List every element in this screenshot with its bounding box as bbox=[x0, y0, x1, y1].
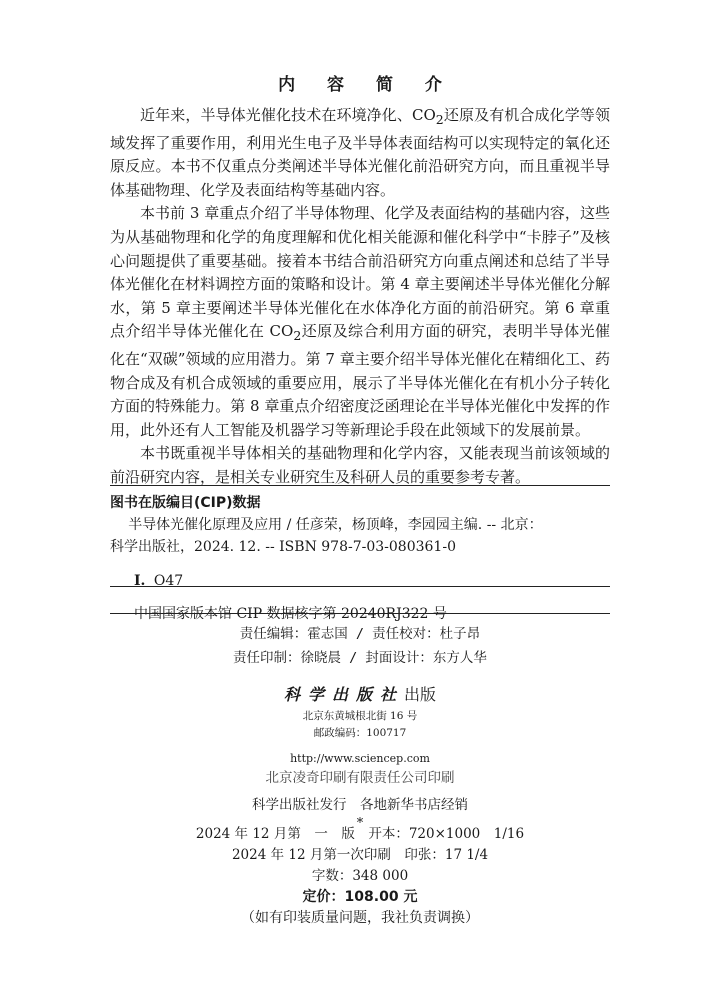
synopsis-paragraph-1: 近年来，半导体光催化技术在环境净化、$CO_2$还原及有机合成化学等领域发挥了重要作用，利用光生电子及半导体表面结构可以实现特定的氧化还原反应。本书不仅重点分类阐述半导体光催化前沿研究方向，而且重视半导体基础物理、化学及表面结构等基础内容。 bbox=[110, 106, 610, 199]
divider-bottom bbox=[110, 613, 610, 614]
spec-row-printing: 2024 年 12 月第一次印刷 印张：17 1/4 bbox=[231, 847, 489, 863]
publisher-line: 科学出版社出版 bbox=[283, 685, 437, 704]
publisher-address: 北京东黄城根北街 16 号 bbox=[302, 710, 418, 722]
spec-word-count: 字数：348 000 bbox=[311, 868, 409, 884]
cip-record-line-1: 半导体光催化原理及应用 / 任彦荣，杨顶峰，李园园主编. -- 北京： bbox=[128, 517, 543, 533]
cip-classification: Ⅰ. O47 bbox=[134, 573, 184, 589]
price-label: 定价：108.00 元 bbox=[302, 889, 418, 905]
publisher-logo-text: 科学出版社 bbox=[283, 685, 404, 704]
editor-credits-line-2: 责任印制：徐晓晨 / 封面设计：东方人华 bbox=[233, 650, 487, 666]
spec-row-edition: 2024 年 12 月第 一 版 开本：720×1000 1/16 bbox=[195, 826, 525, 842]
distribution-line: 科学出版社发行 各地新华书店经销 bbox=[252, 797, 468, 813]
editor-credits-line-1: 责任编辑：霍志国 / 责任校对：杜子昂 bbox=[239, 626, 481, 642]
synopsis-paragraph-2: 本书前 3 章重点介绍了半导体物理、化学及表面结构的基础内容，这些为从基础物理和化学的角度理解和优化相关能源和催化科学中“卡脖子”及核心问题提供了重要基础。接着本书结合前沿研究方向重点阐述和总结了半导体光催化在材料调控方面的策略和设计。第 4 章主要阐述半导体光催化分解水，第 5 章主要阐述半导体光催化在水体净化方面的前沿研究。第 6 章重点介绍半导体光催化在 $CO_2$还原及综合利用方面的研究，表明半导体光催化在“双碳”领域的应用潜力。第 7 章主要介绍半导体光催化在精细化工、药物合成及有机合成领域的重要应用，展示了半导体光催化在有机小分子转化方面的特殊能力。第 8 章重点介绍密度泛函理论在半导体光催化中发挥的作用，此外还有人工智能及机器学习等新理论手段在此领域下的发展前景。 bbox=[110, 204, 610, 439]
imprint-block bbox=[0, 682, 720, 832]
printer-line: 北京凌奇印刷有限责任公司印刷 bbox=[265, 770, 455, 786]
publisher-postcode: 邮政编码：100717 bbox=[313, 727, 407, 739]
cip-record-line-2: 科学出版社，2024. 12. -- ISBN 978-7-03-080361-0 bbox=[110, 539, 456, 555]
divider-top bbox=[110, 485, 610, 486]
publisher-url: http://www.sciencep.com bbox=[290, 752, 430, 765]
cip-data-block bbox=[110, 492, 610, 625]
separator-star: * bbox=[356, 816, 364, 831]
quality-notice: （如有印装质量问题，我社负责调换） bbox=[241, 910, 479, 926]
page-title: 内 容 简 介 bbox=[278, 75, 455, 95]
synopsis bbox=[110, 104, 610, 490]
cip-heading: 图书在版编目(CIP)数据 bbox=[110, 495, 261, 511]
cip-approval-number: 中国国家版本馆 CIP 数据核字第 20240RJ322 号 bbox=[134, 606, 447, 622]
synopsis-paragraph-3: 本书既重视半导体相关的基础物理和化学内容，又能表现当前该领域的前沿研究内容，是相关专业研究生及科研人员的重要参考专著。 bbox=[110, 444, 610, 486]
divider-middle bbox=[110, 586, 610, 587]
publication-specs bbox=[0, 824, 720, 929]
editor-credits bbox=[0, 622, 720, 670]
